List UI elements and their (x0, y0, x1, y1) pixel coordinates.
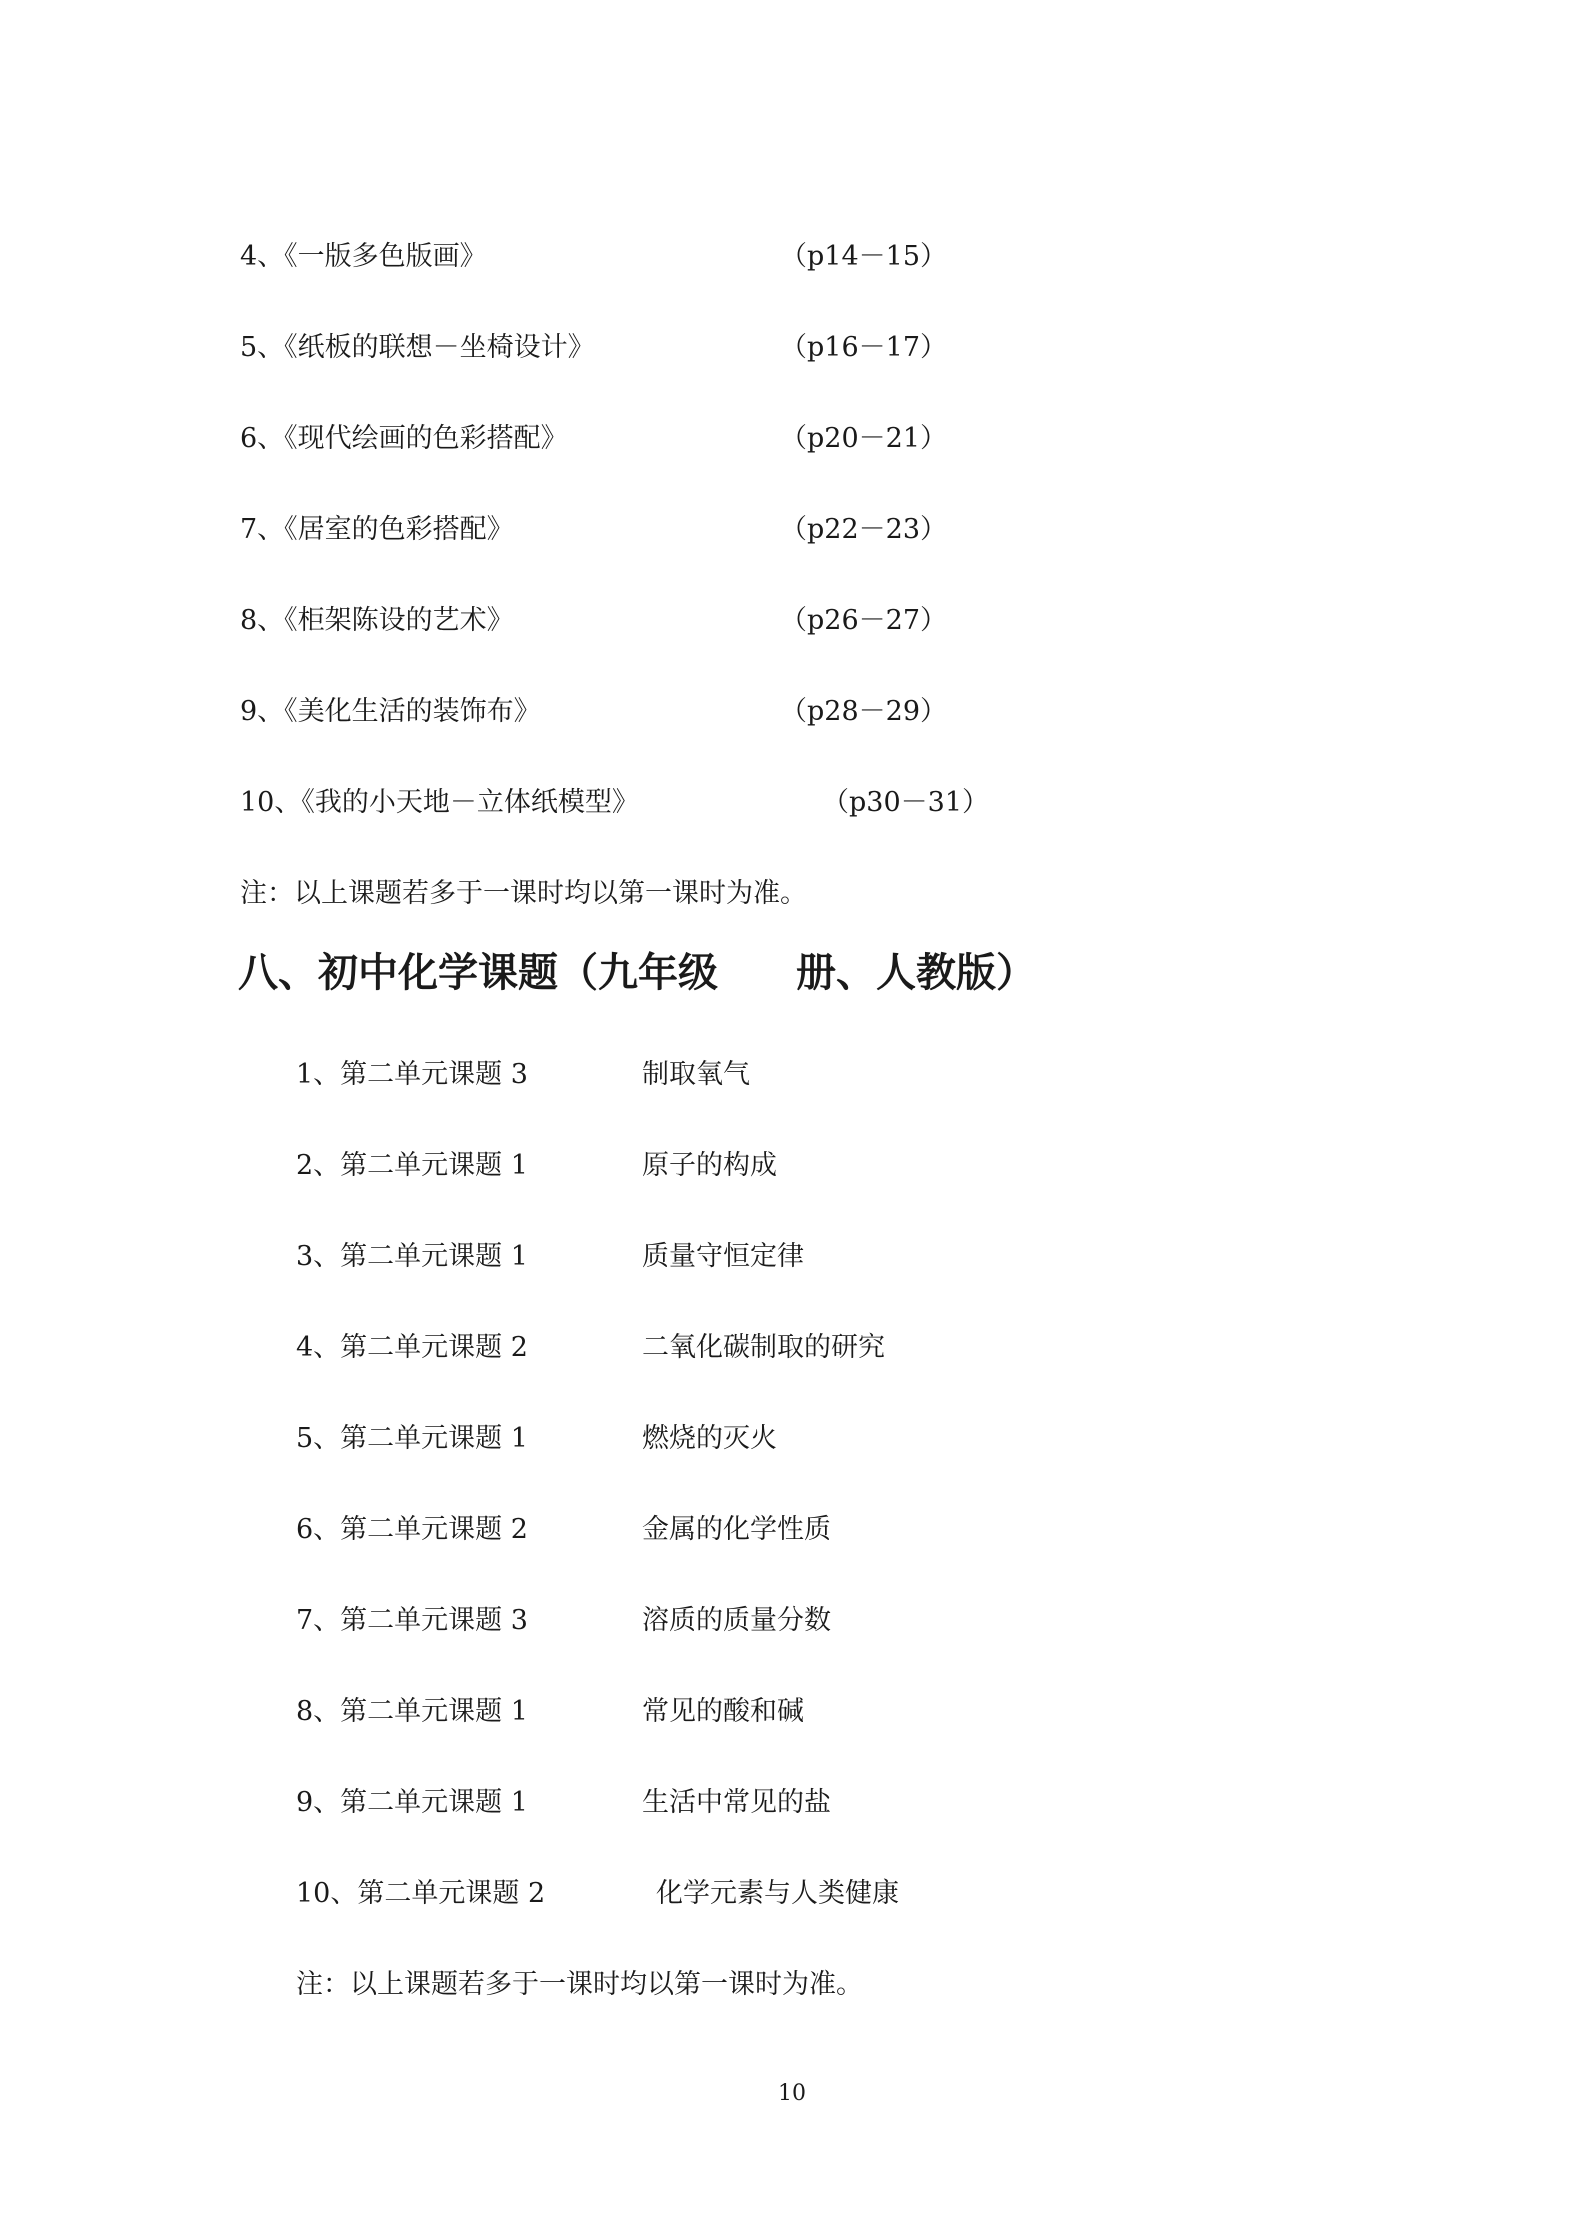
chem-lesson-topic: 生活中常见的盐 (642, 1787, 831, 1818)
art-lesson-pages: （p30－31） (822, 787, 989, 818)
chem-lesson-unit: 7、第二单元课题 3 (296, 1605, 528, 1636)
art-lesson-pages: （p14－15） (780, 241, 947, 272)
chem-lesson-unit: 1、第二单元课题 3 (296, 1059, 528, 1090)
art-lesson-pages: （p16－17） (780, 332, 947, 363)
art-lesson-title: 5、《纸板的联想－坐椅设计》 (240, 332, 595, 363)
art-lesson-title: 4、《一版多色版画》 (240, 241, 487, 272)
art-lesson-title: 7、《居室的色彩搭配》 (240, 514, 514, 545)
chem-lesson-unit: 2、第二单元课题 1 (296, 1150, 528, 1181)
chem-lesson-unit: 4、第二单元课题 2 (296, 1332, 528, 1363)
chem-lesson-unit: 6、第二单元课题 2 (296, 1514, 528, 1545)
chem-lesson-topic: 原子的构成 (642, 1150, 777, 1181)
chem-lesson-topic: 金属的化学性质 (642, 1514, 831, 1545)
section-heading-part1: 八、初中化学课题（九年级 (238, 950, 718, 996)
chem-lesson-topic: 溶质的质量分数 (642, 1605, 831, 1636)
chem-lesson-unit: 9、第二单元课题 1 (296, 1787, 528, 1818)
chem-lesson-unit: 5、第二单元课题 1 (296, 1423, 528, 1454)
art-lesson-title: 10、《我的小天地－立体纸模型》 (240, 787, 639, 818)
art-lesson-pages: （p20－21） (780, 423, 947, 454)
chem-lesson-topic: 常见的酸和碱 (642, 1696, 804, 1727)
art-note: 注：以上课题若多于一课时均以第一课时为准。 (240, 878, 807, 909)
chem-lesson-topic: 二氧化碳制取的研究 (642, 1332, 885, 1363)
chem-lesson-topic: 化学元素与人类健康 (656, 1878, 899, 1909)
page-number: 10 (778, 2081, 806, 2106)
chem-lesson-topic: 燃烧的灭火 (642, 1423, 777, 1454)
art-lesson-title: 9、《美化生活的装饰布》 (240, 696, 541, 727)
chem-lesson-topic: 制取氧气 (642, 1059, 750, 1090)
section-heading-part2: 册、人教版） (796, 950, 1036, 996)
chem-note: 注：以上课题若多于一课时均以第一课时为准。 (296, 1969, 863, 2000)
art-lesson-pages: （p26－27） (780, 605, 947, 636)
chem-lesson-unit: 10、第二单元课题 2 (296, 1878, 546, 1909)
chem-lesson-topic: 质量守恒定律 (642, 1241, 804, 1272)
art-lesson-pages: （p28－29） (780, 696, 947, 727)
art-lesson-title: 8、《柜架陈设的艺术》 (240, 605, 514, 636)
art-lesson-title: 6、《现代绘画的色彩搭配》 (240, 423, 568, 454)
chem-lesson-unit: 3、第二单元课题 1 (296, 1241, 528, 1272)
chem-lesson-unit: 8、第二单元课题 1 (296, 1696, 528, 1727)
art-lesson-pages: （p22－23） (780, 514, 947, 545)
section-heading (238, 948, 1036, 998)
